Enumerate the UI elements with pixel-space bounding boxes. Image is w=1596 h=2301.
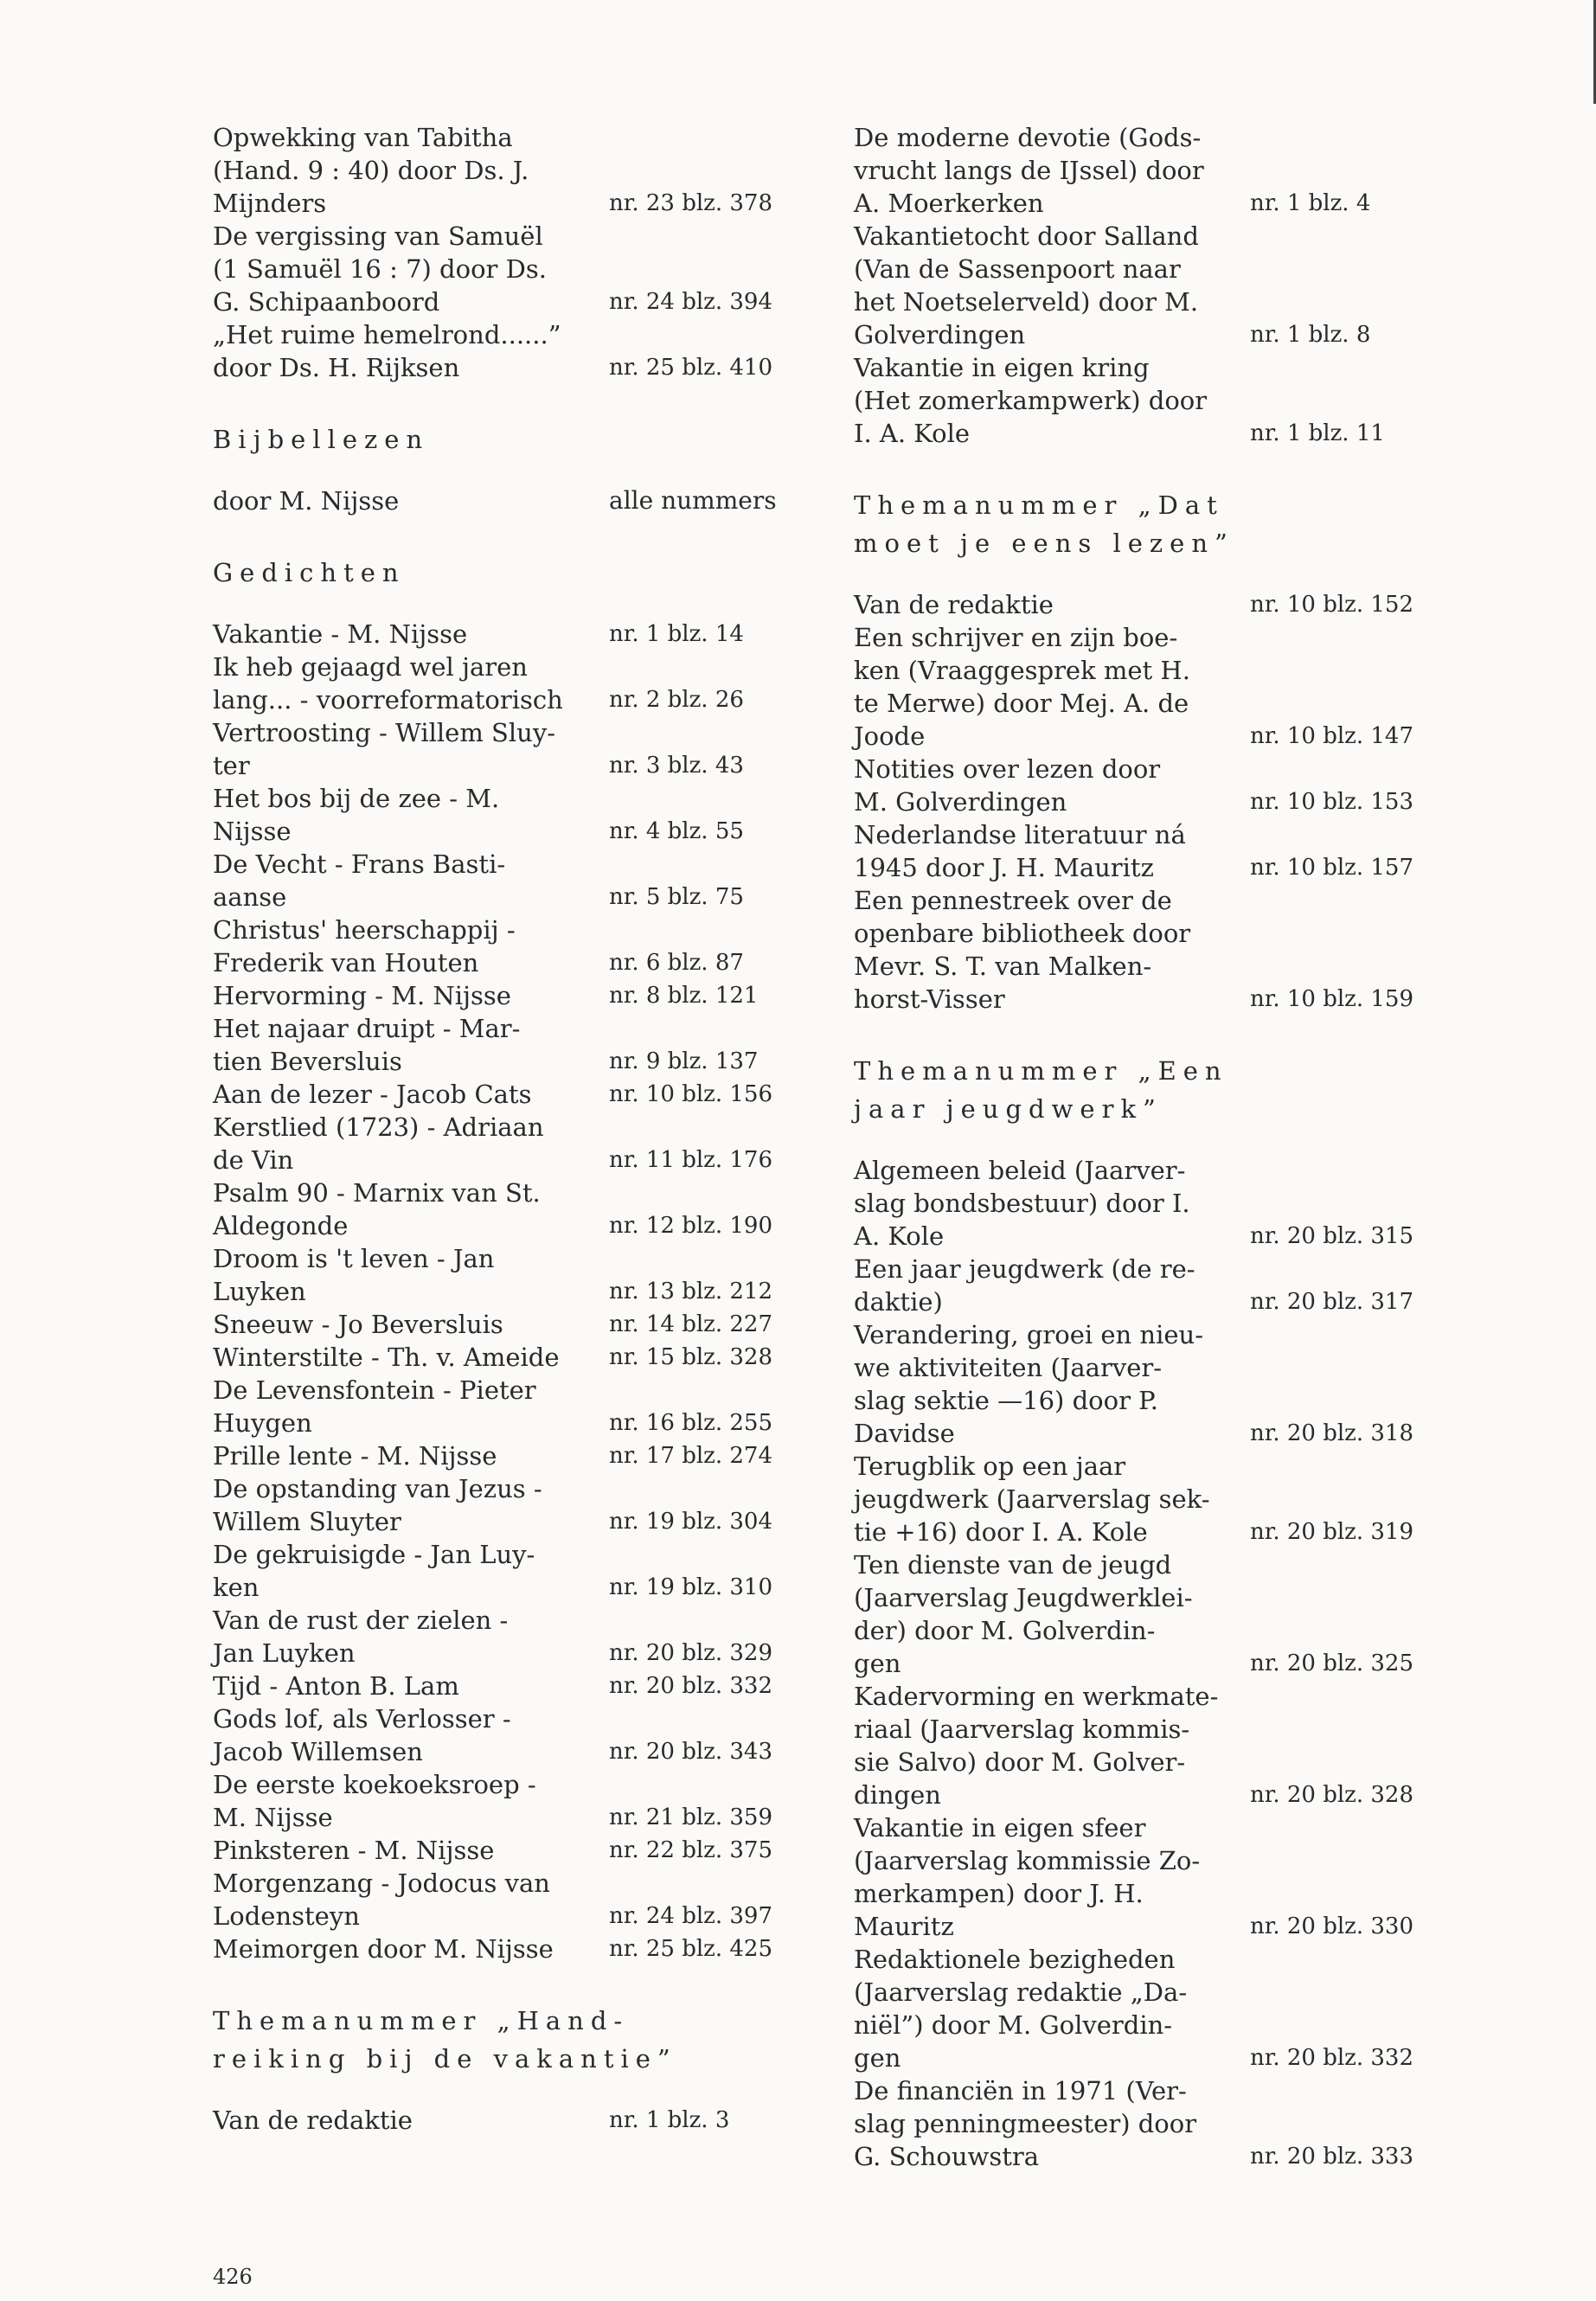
section-heading-gedichten: Gedichten [213, 558, 406, 587]
entry-title: Christus' heerschappij - Frederik van Houten [213, 915, 516, 977]
entry-title: Nederlandse literatuur ná 1945 door J. H. Mauritz [854, 820, 1186, 882]
entry-title: Vakantie in eigen sfeer (Jaarverslag kommissie Zo- merkampen) door J. H. Mauritz [854, 1813, 1201, 1941]
entry-title: Droom is 't leven - Jan Luyken [213, 1244, 495, 1306]
entry-ref: nr. 1 blz. 3 [609, 2107, 730, 2133]
entry-title: Verandering, groei en nieu- we aktiviteiten (Jaarver- slag sektie —16) door P. Davidse [854, 1320, 1204, 1448]
entry-ref: nr. 10 blz. 147 [1250, 723, 1414, 749]
entry-ref: nr. 21 blz. 359 [609, 1804, 773, 1830]
entry-title: De eerste koekoeksroep - M. Nijsse [213, 1770, 536, 1832]
entry-title: Aan de lezer - Jacob Cats [213, 1080, 532, 1109]
page-number: 426 [213, 2265, 253, 2289]
section-heading-bijbellezen: Bijbellezen [213, 425, 430, 454]
entry-title: Redaktionele bezigheden (Jaarverslag redaktie „Da- niël”) door M. Golverdin- gen [854, 1945, 1188, 2073]
entry-title: Terugblik op een jaar jeugdwerk (Jaarverslag sek- tie +16) door I. A. Kole [854, 1452, 1210, 1547]
entry-ref: nr. 20 blz. 325 [1250, 1650, 1414, 1676]
entry-ref: nr. 15 blz. 328 [609, 1344, 773, 1370]
index-entry [213, 1670, 818, 1702]
entry-ref: nr. 9 blz. 137 [609, 1048, 759, 1074]
entry-title: Het bos bij de zee - M. Nijsse [213, 784, 500, 846]
entry-ref: nr. 19 blz. 310 [609, 1574, 773, 1600]
entry-ref: nr. 23 blz. 378 [609, 190, 773, 216]
index-entry [213, 121, 818, 220]
entry-ref: nr. 20 blz. 319 [1250, 1519, 1414, 1545]
entry-ref: nr. 22 blz. 375 [609, 1837, 773, 1863]
entry-ref: nr. 12 blz. 190 [609, 1213, 773, 1239]
entry-ref: nr. 1 blz. 8 [1250, 322, 1371, 348]
entry-title: Het najaar druipt - Mar- tien Beversluis [213, 1014, 521, 1076]
section-heading-lezen: Themanummer „Dat moet je eens lezen” [854, 490, 1234, 558]
index-entry [854, 1154, 1459, 1253]
entry-ref: nr. 20 blz. 317 [1250, 1289, 1414, 1315]
index-entry [854, 621, 1459, 753]
entry-title: Meimorgen door M. Nijsse [213, 1934, 554, 1964]
index-entry [213, 782, 818, 848]
entry-title: Van de redaktie [854, 590, 1054, 619]
index-entry [213, 913, 818, 979]
entry-ref: nr. 10 blz. 159 [1250, 986, 1414, 1012]
entry-title: Vakantie in eigen kring (Het zomerkampwerk) door I. A. Kole [854, 353, 1208, 448]
entry-ref: nr. 13 blz. 212 [609, 1279, 773, 1304]
entry-ref: nr. 14 blz. 227 [609, 1311, 773, 1337]
entry-title: Vakantie - M. Nijsse [213, 619, 468, 649]
entry-ref: nr. 1 blz. 14 [609, 621, 744, 647]
entry-ref: nr. 11 blz. 176 [609, 1147, 773, 1173]
entry-title: Algemeen beleid (Jaarver- slag bondsbestuur) door I. A. Kole [854, 1156, 1190, 1251]
entry-title: Morgenzang - Jodocus van Lodensteyn [213, 1868, 550, 1931]
lezen-list [854, 588, 1459, 1016]
entry-title: Pinksteren - M. Nijsse [213, 1836, 495, 1865]
index-entry [213, 1341, 818, 1374]
entry-title: De moderne devotie (Gods- vrucht langs de IJssel) door A. Moerkerken [854, 123, 1204, 218]
entry-title: Hervorming - M. Nijsse [213, 981, 511, 1010]
entry-title: Kerstlied (1723) - Adriaan de Vin [213, 1112, 544, 1175]
index-entry [213, 651, 818, 716]
index-entry [854, 220, 1459, 351]
index-entry [213, 318, 818, 384]
index-entry [213, 848, 818, 913]
entry-title: De Vecht - Frans Basti- aanse [213, 849, 506, 912]
entry-title: Een schrijver en zijn boe- ken (Vraaggesprek met H. te Merwe) door Mej. A. de Joode [854, 623, 1190, 751]
entry-title: Gods lof, als Verlosser - Jacob Willemsen [213, 1704, 511, 1766]
index-entry [213, 1111, 818, 1176]
index-entry [213, 1078, 818, 1111]
index-entry [854, 1548, 1459, 1680]
entry-ref: nr. 16 blz. 255 [609, 1410, 773, 1436]
entry-title: De gekruisigde - Jan Luy- ken [213, 1540, 535, 1602]
index-entry [213, 1768, 818, 1834]
entry-ref: nr. 24 blz. 397 [609, 1903, 773, 1929]
index-entry [213, 1176, 818, 1242]
index-entry [854, 1318, 1459, 1450]
entry-ref: nr. 5 blz. 75 [609, 884, 744, 910]
index-entry [213, 1702, 818, 1768]
index-entry [213, 716, 818, 782]
entry-title: Tijd - Anton B. Lam [213, 1671, 459, 1701]
left-lead-entries [213, 121, 818, 384]
entry-title: Opwekking van Tabitha (Hand. 9 : 40) door Ds. J. Mijnders [213, 123, 529, 218]
entry-ref: nr. 4 blz. 55 [609, 818, 744, 844]
left-column [213, 121, 818, 2137]
entry-ref: nr. 1 blz. 11 [1250, 420, 1385, 446]
entry-title: Een pennestreek over de openbare bibliotheek door Mevr. S. T. van Malken- horst-Visser [854, 886, 1191, 1014]
entry-title: Vertroosting - Willem Sluy- ter [213, 718, 556, 780]
index-entry [213, 979, 818, 1012]
entry-ref: nr. 19 blz. 304 [609, 1509, 773, 1535]
index-entry [213, 2104, 818, 2137]
entry-title: Ten dienste van de jeugd (Jaarverslag Jeugdwerklei- der) door M. Golverdin- gen [854, 1550, 1193, 1678]
entry-title: Notities over lezen door M. Golverdingen [854, 754, 1161, 817]
index-entry [213, 1604, 818, 1670]
index-entry [854, 2074, 1459, 2173]
jeugdwerk-list [854, 1154, 1459, 2173]
entry-ref: nr. 10 blz. 152 [1250, 592, 1414, 618]
index-entry [213, 618, 818, 651]
entry-ref: nr. 20 blz. 332 [609, 1673, 773, 1699]
index-entry [213, 1538, 818, 1604]
entry-ref: alle nummers [609, 486, 777, 515]
entry-ref: nr. 1 blz. 4 [1250, 190, 1371, 216]
index-entry [854, 1680, 1459, 1811]
entry-ref: nr. 10 blz. 156 [609, 1081, 773, 1107]
index-entry [854, 818, 1459, 884]
index-entry [854, 121, 1459, 220]
entry-ref: nr. 17 blz. 274 [609, 1443, 773, 1469]
index-entry [854, 884, 1459, 1016]
entry-ref: nr. 20 blz. 343 [609, 1739, 773, 1765]
entry-ref: nr. 20 blz. 329 [609, 1640, 773, 1666]
entry-ref: nr. 25 blz. 410 [609, 355, 773, 381]
entry-ref: nr. 20 blz. 328 [1250, 1782, 1414, 1808]
index-entry [213, 1867, 818, 1932]
index-entry [854, 351, 1459, 450]
index-entry [854, 1811, 1459, 1943]
entry-title: Winterstilte - Th. v. Ameide [213, 1343, 560, 1372]
index-entry [854, 1450, 1459, 1548]
index-entry [854, 588, 1459, 621]
gedichten-list [213, 618, 818, 1965]
entry-ref: nr. 2 blz. 26 [609, 687, 744, 713]
index-entry [213, 1834, 818, 1867]
entry-title: De vergissing van Samuël (1 Samuël 16 : 7) door Ds. G. Schipaanboord [213, 221, 547, 317]
entry-title: Psalm 90 - Marnix van St. Aldegonde [213, 1178, 541, 1240]
entry-ref: nr. 20 blz. 330 [1250, 1913, 1414, 1939]
entry-title: Vakantietocht door Salland (Van de Sassenpoort naar het Noetselerveld) door M. Golverdingen [854, 221, 1199, 349]
entry-ref: nr. 3 blz. 43 [609, 753, 744, 779]
index-entry [213, 1012, 818, 1078]
entry-ref: nr. 8 blz. 121 [609, 983, 759, 1009]
entry-ref: nr. 20 blz. 315 [1250, 1223, 1414, 1249]
entry-ref: nr. 20 blz. 332 [1250, 2045, 1414, 2071]
entry-title: Kadervorming en werkmate- riaal (Jaarverslag kommis- sie Salvo) door M. Golver- dingen [854, 1682, 1219, 1810]
entry-title: „Het ruime hemelrond......” door Ds. H. Rijksen [213, 320, 561, 382]
entry-title: Prille lente - M. Nijsse [213, 1441, 497, 1471]
index-entry [213, 1374, 818, 1439]
entry-title: De opstanding van Jezus - Willem Sluyter [213, 1474, 542, 1536]
right-column [854, 121, 1459, 2173]
entry-title: Van de redaktie [213, 2106, 413, 2135]
index-entry [213, 1472, 818, 1538]
index-entry [213, 1308, 818, 1341]
entry-ref: nr. 20 blz. 333 [1250, 2144, 1414, 2170]
index-entry [213, 1242, 818, 1308]
right-lead-entries [854, 121, 1459, 450]
section-heading-handreiking: Themanummer „Hand- reiking bij de vakantie” [213, 2006, 677, 2073]
index-entry [213, 1439, 818, 1472]
index-entry [213, 1932, 818, 1965]
entry-ref: nr. 24 blz. 394 [609, 289, 773, 315]
index-entry [854, 753, 1459, 818]
index-entry [213, 220, 818, 318]
entry-ref: nr. 6 blz. 87 [609, 950, 744, 976]
entry-ref: nr. 10 blz. 157 [1250, 855, 1414, 881]
entry-title: De Levensfontein - Pieter Huygen [213, 1375, 536, 1438]
entry-title: Van de rust der zielen - Jan Luyken [213, 1606, 509, 1668]
section-heading-jeugdwerk: Themanummer „Een jaar jeugdwerk” [854, 1056, 1228, 1124]
handreiking-list [213, 2104, 818, 2137]
entry-title: Sneeuw - Jo Beversluis [213, 1310, 503, 1339]
entry-ref: nr. 10 blz. 153 [1250, 789, 1414, 815]
entry-title: Een jaar jeugdwerk (de re- daktie) [854, 1254, 1195, 1317]
entry-title: Ik heb gejaagd wel jaren lang... - voorreformatorisch [213, 652, 563, 715]
entry-title: De financiën in 1971 (Ver- slag penningmeester) door G. Schouwstra [854, 2076, 1197, 2171]
bijbellezen-entry [213, 484, 818, 517]
index-entry [854, 1943, 1459, 2074]
entry-title: door M. Nijsse [213, 486, 400, 516]
index-entry [854, 1253, 1459, 1318]
entry-ref: nr. 20 blz. 318 [1250, 1420, 1414, 1446]
entry-ref: nr. 25 blz. 425 [609, 1936, 773, 1962]
